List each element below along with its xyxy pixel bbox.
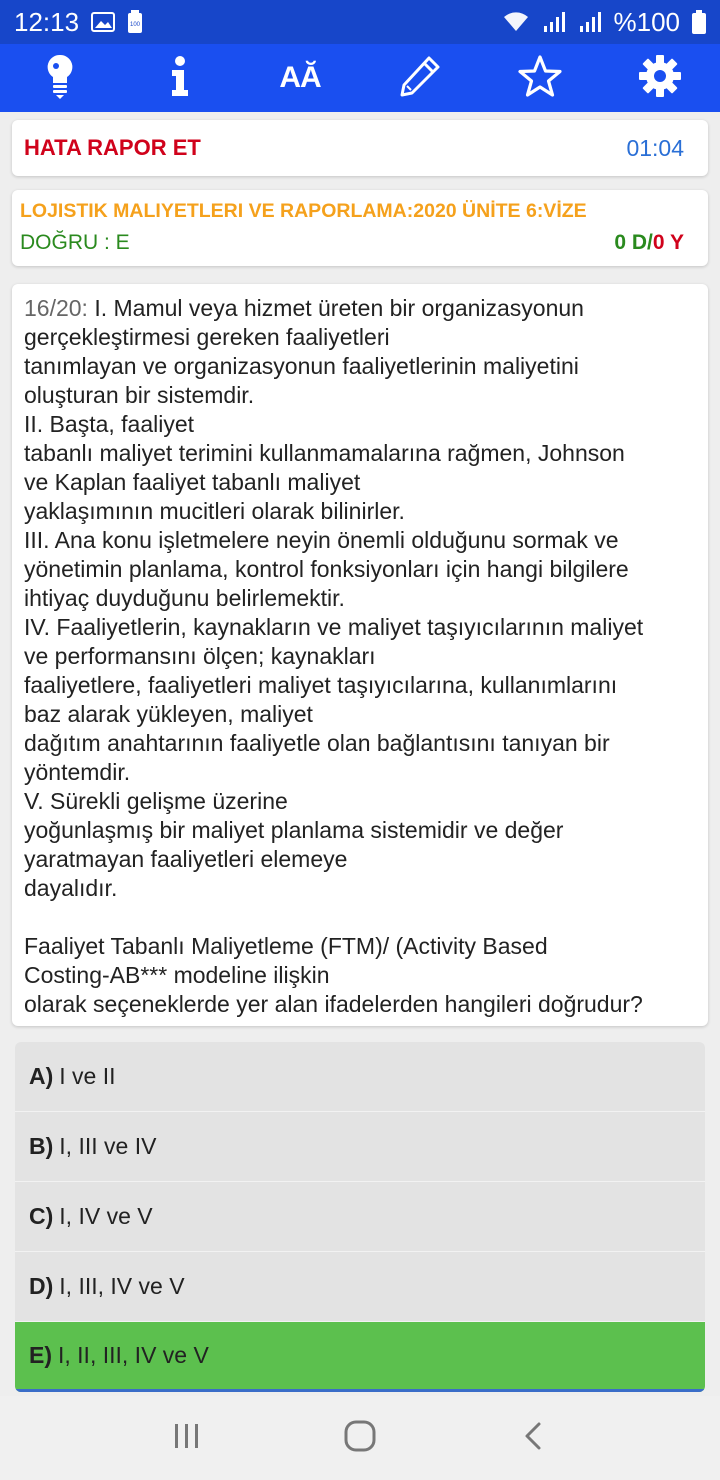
option-text: I ve II bbox=[59, 1063, 116, 1089]
score-wrong: 0 Y bbox=[652, 231, 684, 254]
course-status-row bbox=[20, 231, 684, 255]
font-size-icon: AĂ bbox=[279, 61, 321, 94]
question-number: 16/20: bbox=[24, 295, 88, 321]
option-b[interactable] bbox=[15, 1112, 705, 1182]
option-text: I, IV ve V bbox=[59, 1203, 153, 1229]
battery-text: %100 bbox=[613, 6, 680, 37]
option-letter: C) bbox=[29, 1203, 54, 1229]
report-error-button[interactable]: HATA RAPOR ET bbox=[24, 135, 201, 160]
star-icon bbox=[517, 54, 563, 103]
option-e[interactable] bbox=[15, 1322, 705, 1392]
course-title: LOJISTIK MALIYETLERI VE RAPORLAMA:2020 ÜNİTE 6:VİZE bbox=[20, 200, 587, 222]
report-bar bbox=[12, 120, 708, 176]
option-text: I, III, IV ve V bbox=[59, 1273, 185, 1299]
correct-answer-label: DOĞRU : E bbox=[20, 231, 130, 254]
question-card bbox=[12, 284, 708, 1026]
recent-apps-icon bbox=[172, 1422, 202, 1455]
wifi-icon bbox=[502, 11, 530, 33]
home-button[interactable] bbox=[330, 1408, 390, 1468]
font-size-button[interactable] bbox=[270, 48, 330, 108]
option-text: I, III ve IV bbox=[59, 1133, 157, 1159]
option-a[interactable] bbox=[15, 1042, 705, 1112]
option-text: I, II, III, IV ve V bbox=[58, 1342, 209, 1368]
option-letter: B) bbox=[29, 1133, 54, 1159]
question-body: I. Mamul veya hizmet üreten bir organizasyonun gerçekleştirmesi gereken faaliyetleri tanımlayan ve organizasyonun faaliyetlerinin maliyetini oluşturan bir sistemdir. II. Başta, faaliyet tabanlı maliyet terimini kullanmamalarına rağmen, Johnson ve Kaplan faaliyet tabanlı maliyet yaklaşımının mucitleri olarak bilinirler. III. Ana konu işletmelere neyin önemli olduğunu sormak ve yönetimin planlama, kontrol fonksiyonları için hangi bilgilere ihtiyaç duyduğunu belirlemektir. IV. Faaliyetlerin, kaynakların ve maliyet taşıyıcılarının maliyet ve performansını ölçen; kaynakları faaliyetlere, faaliyetleri maliyet taşıyıcılarına, kullanımlarını baz alarak yükleyen, maliyet dağıtım anahtarının faaliyetle olan bağlantısını tanıyan bir yöntemdir. V. Sürekli gelişme üzerine yoğunlaşmış bir maliyet planlama sistemidir ve değer yaratmayan faaliyetleri elemeye dayalıdır. Faaliyet Tabanlı Maliyetleme (FTM)/ (Activity Based Costing-AB*** modeline ilişkin olarak seçeneklerde yer alan ifadelerden hangileri doğrudur? bbox=[24, 295, 644, 1017]
edit-button[interactable] bbox=[390, 48, 450, 108]
svg-text:100: 100 bbox=[130, 22, 141, 28]
recent-apps-button[interactable] bbox=[157, 1408, 217, 1468]
back-button[interactable] bbox=[503, 1408, 563, 1468]
home-icon bbox=[343, 1419, 377, 1458]
option-letter: D) bbox=[29, 1273, 54, 1299]
settings-button[interactable] bbox=[630, 48, 690, 108]
back-icon bbox=[523, 1421, 543, 1456]
course-info-card bbox=[12, 190, 708, 266]
pencil-icon bbox=[399, 55, 441, 102]
answer-options bbox=[15, 1042, 705, 1392]
toolbar bbox=[0, 44, 720, 112]
status-bar-right bbox=[502, 7, 707, 38]
lightbulb-icon bbox=[45, 53, 75, 104]
status-bar bbox=[0, 0, 720, 44]
timer: 01:04 bbox=[626, 134, 684, 161]
option-letter: E) bbox=[29, 1342, 52, 1368]
gear-icon bbox=[638, 54, 682, 103]
question-text bbox=[24, 294, 698, 1019]
option-c[interactable] bbox=[15, 1182, 705, 1252]
info-button[interactable] bbox=[150, 48, 210, 108]
battery-saver-icon bbox=[127, 10, 143, 34]
signal-icon bbox=[578, 11, 602, 33]
option-letter: A) bbox=[29, 1063, 54, 1089]
score-correct: 0 D bbox=[614, 231, 647, 254]
image-icon bbox=[91, 12, 115, 32]
hint-button[interactable] bbox=[30, 48, 90, 108]
favorite-button[interactable] bbox=[510, 48, 570, 108]
score-separator: / bbox=[647, 231, 653, 254]
signal-icon bbox=[542, 11, 566, 33]
system-nav-bar bbox=[0, 1396, 720, 1480]
status-bar-left bbox=[14, 7, 143, 38]
info-icon bbox=[169, 56, 191, 101]
status-time: 12:13 bbox=[14, 6, 80, 37]
option-d[interactable] bbox=[15, 1252, 705, 1322]
battery-icon bbox=[692, 10, 706, 34]
score bbox=[614, 231, 684, 255]
